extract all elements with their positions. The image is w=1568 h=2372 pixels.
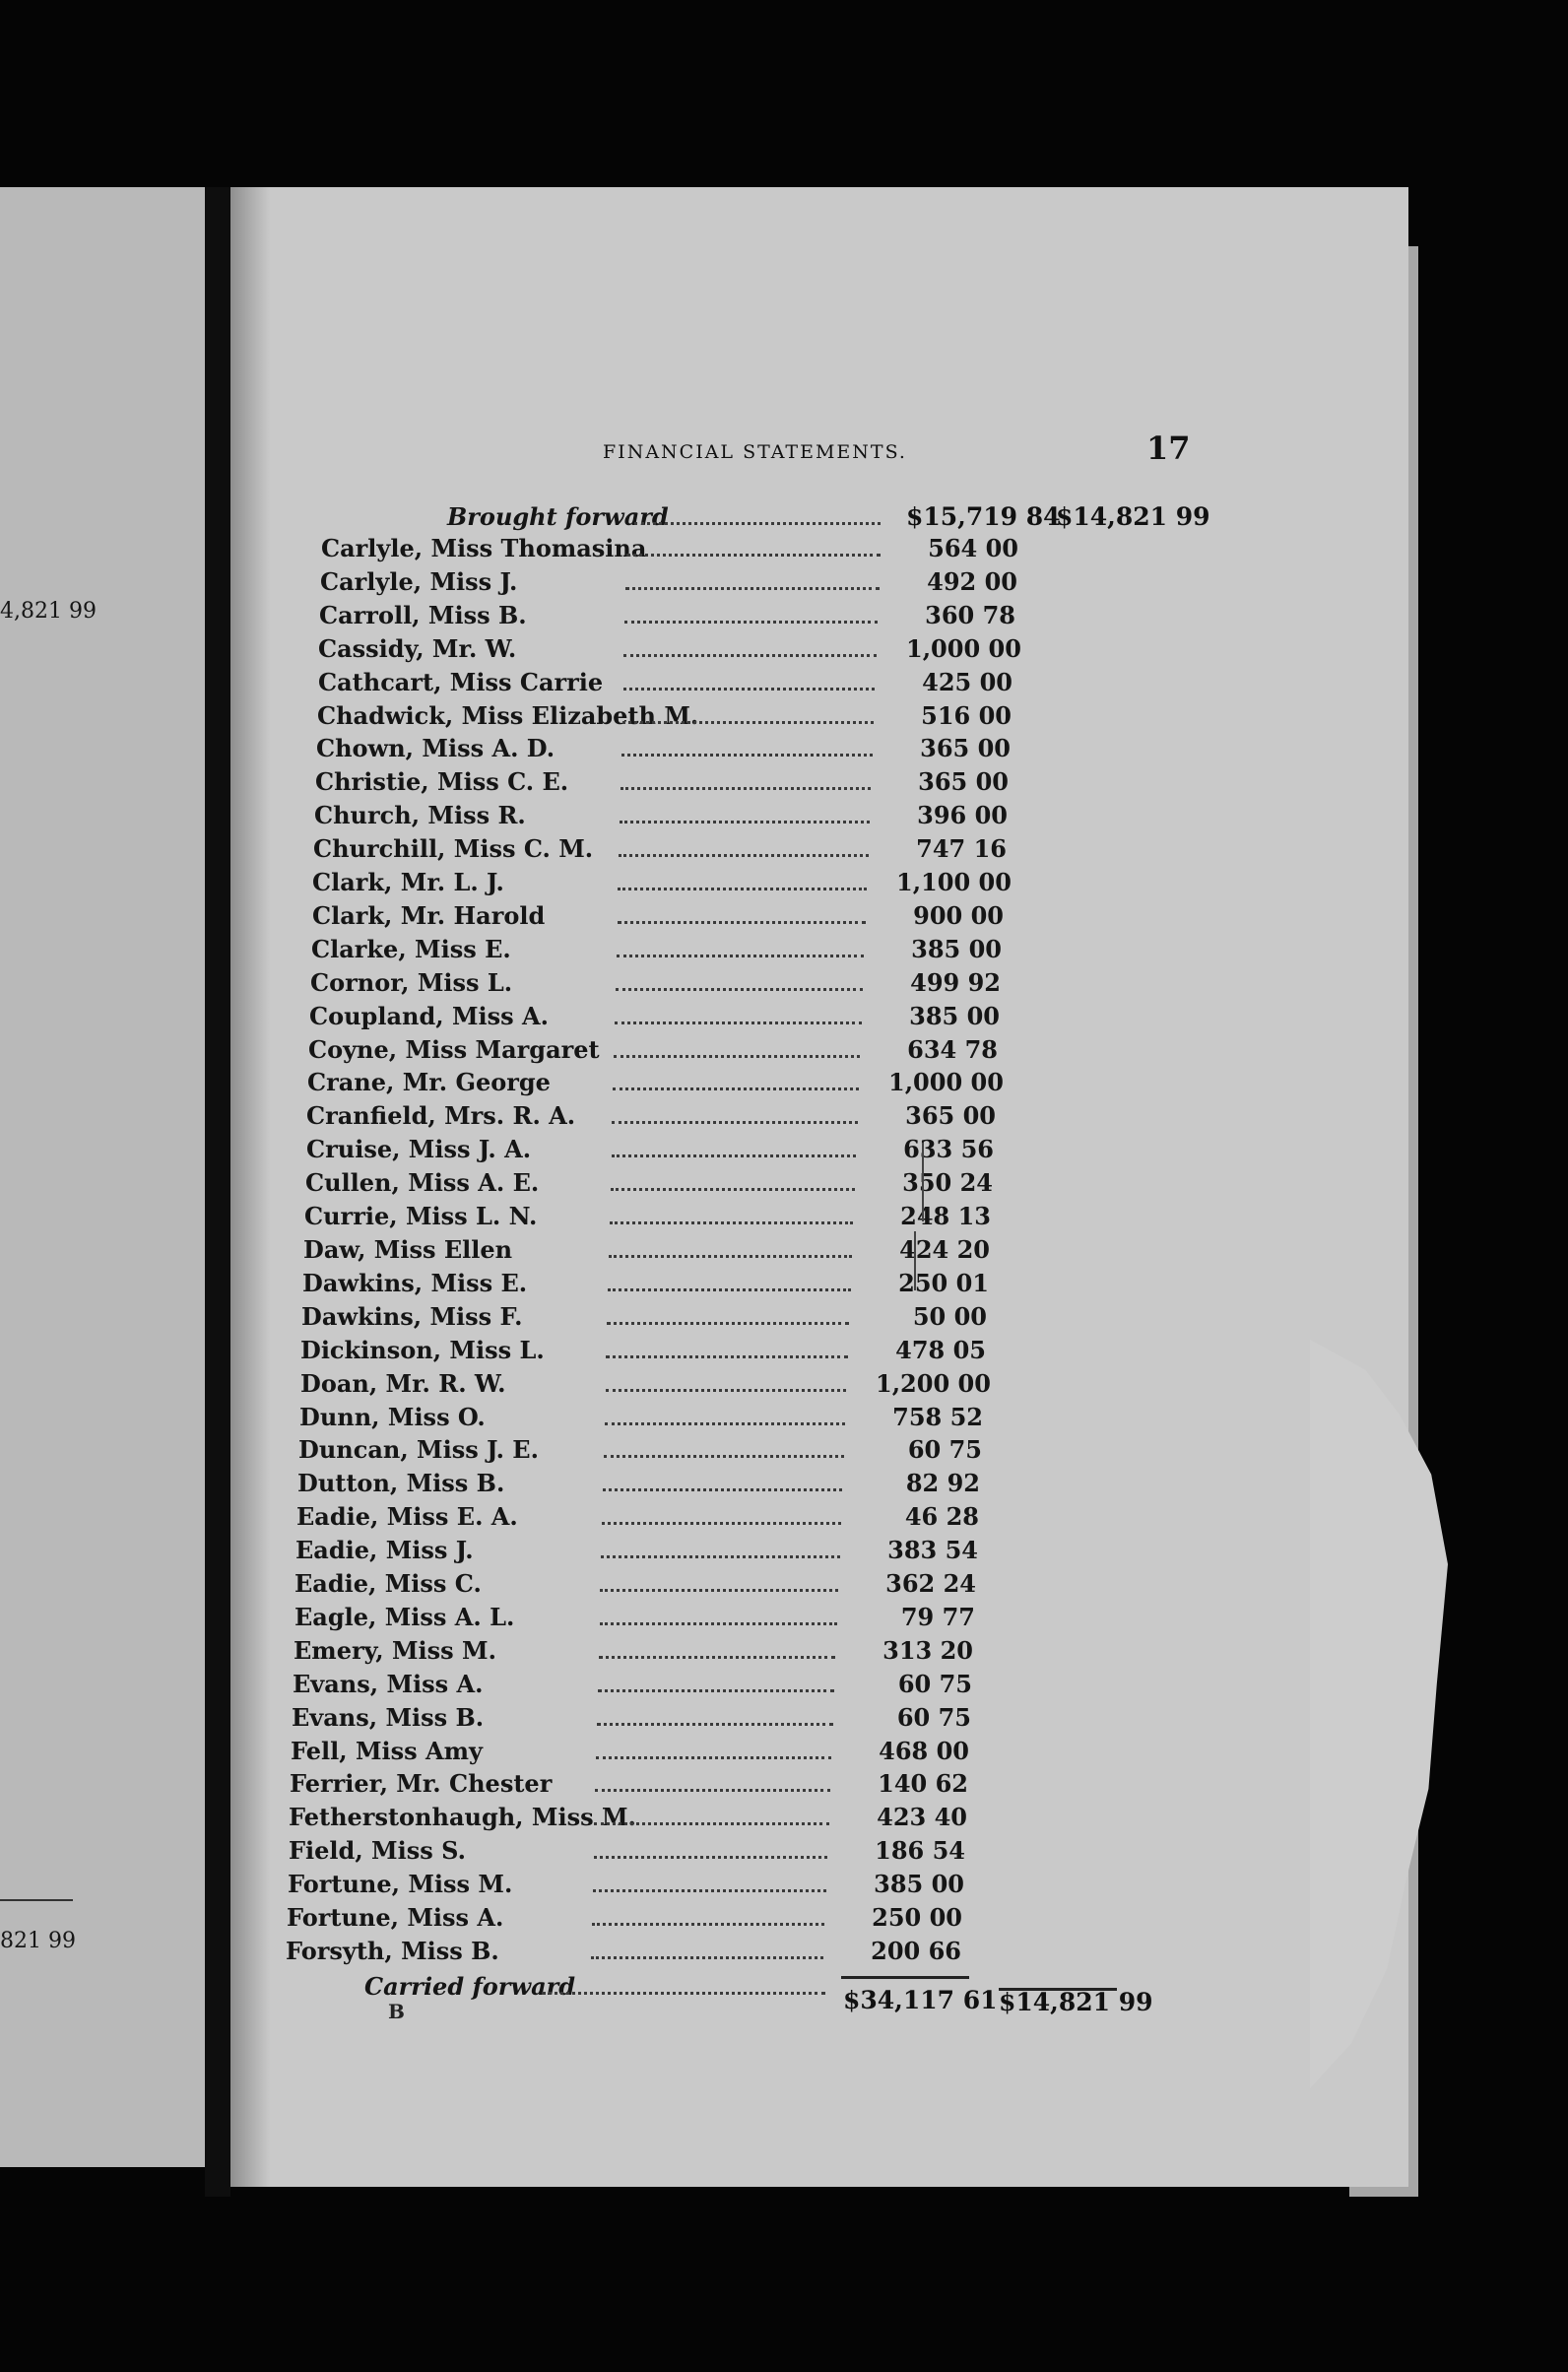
dot-leader bbox=[599, 1656, 835, 1659]
pencil-mark bbox=[922, 1143, 924, 1221]
dot-leader bbox=[606, 1355, 848, 1358]
entry-name: Clark, Mr. L. J. bbox=[312, 868, 504, 896]
dot-leader bbox=[608, 1288, 851, 1291]
dot-leader bbox=[598, 1689, 834, 1692]
carried-forward-amount: $34,117 61 bbox=[843, 1986, 998, 2014]
entry-amount: 186 54 bbox=[875, 1836, 965, 1865]
torn-page-edge bbox=[1310, 1340, 1448, 2088]
dot-leader bbox=[611, 1188, 855, 1191]
entry-name: Coyne, Miss Margaret bbox=[308, 1035, 600, 1064]
dot-leader bbox=[604, 1455, 844, 1458]
dot-leader bbox=[609, 1255, 852, 1258]
entry-amount: 60 75 bbox=[907, 1435, 982, 1464]
entry-name: Clark, Mr. Harold bbox=[312, 901, 546, 930]
ledger-row bbox=[230, 868, 1408, 901]
ledger-row bbox=[230, 1703, 1408, 1737]
entry-name: Crane, Mr. George bbox=[307, 1068, 551, 1096]
dot-leader bbox=[593, 1889, 826, 1892]
ledger-row bbox=[230, 1737, 1408, 1770]
ledger-row bbox=[230, 1937, 1408, 1970]
entry-name: Field, Miss S. bbox=[289, 1836, 466, 1865]
entry-amount: 140 62 bbox=[878, 1769, 968, 1798]
entry-amount: 1,100 00 bbox=[896, 868, 1012, 896]
entry-name: Cullen, Miss A. E. bbox=[305, 1168, 540, 1197]
dot-leader bbox=[600, 1622, 837, 1625]
entry-amount: 564 00 bbox=[928, 534, 1018, 562]
ledger-row bbox=[230, 1469, 1408, 1502]
ledger-row bbox=[230, 668, 1408, 701]
entry-name: Evans, Miss B. bbox=[292, 1703, 485, 1732]
entry-amount: 360 78 bbox=[925, 601, 1015, 629]
brought-forward-row bbox=[230, 502, 1408, 536]
carried-forward-label: Carried forward bbox=[364, 1972, 576, 2001]
entry-amount: 1,000 00 bbox=[888, 1068, 1004, 1096]
entry-amount: 516 00 bbox=[921, 701, 1012, 730]
dot-leader bbox=[602, 1522, 841, 1525]
entry-amount: 492 00 bbox=[927, 567, 1017, 596]
entry-name: Dickinson, Miss L. bbox=[300, 1336, 545, 1364]
entry-name: Eagle, Miss A. L. bbox=[294, 1603, 515, 1631]
entry-name: Carroll, Miss B. bbox=[319, 601, 527, 629]
dot-leader bbox=[607, 1322, 849, 1325]
dot-leader bbox=[620, 821, 870, 824]
ledger-row bbox=[230, 734, 1408, 767]
signature-mark: B bbox=[388, 2000, 405, 2023]
entry-amount: 396 00 bbox=[917, 801, 1008, 829]
dot-leader bbox=[614, 1055, 860, 1058]
dot-leader bbox=[621, 754, 873, 757]
brought-forward-label: Brought forward bbox=[447, 502, 669, 531]
entry-amount: 60 75 bbox=[896, 1703, 971, 1732]
ledger-row bbox=[230, 1569, 1408, 1603]
ledger-row bbox=[230, 901, 1408, 935]
entry-amount: 478 05 bbox=[895, 1336, 986, 1364]
ledger-row bbox=[230, 1002, 1408, 1035]
entry-name: Clarke, Miss E. bbox=[311, 935, 511, 963]
dot-leader bbox=[612, 1121, 858, 1124]
ledger-row bbox=[230, 1035, 1408, 1069]
entry-name: Cruise, Miss J. A. bbox=[306, 1135, 532, 1163]
dot-leader bbox=[591, 1956, 823, 1959]
dot-leader bbox=[606, 1389, 846, 1392]
dot-leader bbox=[624, 621, 878, 624]
facing-page-top-amount: 4,821 99 bbox=[0, 599, 97, 624]
entry-amount: 250 01 bbox=[898, 1269, 989, 1297]
entry-name: Fortune, Miss A. bbox=[287, 1903, 504, 1932]
ledger-row bbox=[230, 1369, 1408, 1403]
entry-amount: 362 24 bbox=[885, 1569, 976, 1598]
dot-leader bbox=[542, 1992, 825, 1995]
entry-amount: 200 66 bbox=[871, 1937, 961, 1965]
entry-name: Fetherstonhaugh, Miss M. bbox=[289, 1803, 636, 1831]
entry-name: Forsyth, Miss B. bbox=[286, 1937, 499, 1965]
ledger-row bbox=[230, 1168, 1408, 1202]
dot-leader bbox=[618, 921, 866, 924]
running-head: FINANCIAL STATEMENTS. bbox=[603, 441, 907, 463]
pencil-mark bbox=[914, 1231, 916, 1290]
entry-name: Church, Miss R. bbox=[314, 801, 526, 829]
ledger-row bbox=[230, 1670, 1408, 1703]
entry-amount: 385 00 bbox=[874, 1870, 964, 1898]
entry-name: Duncan, Miss J. E. bbox=[298, 1435, 539, 1464]
entry-amount: 46 28 bbox=[904, 1502, 979, 1531]
entry-amount: 1,000 00 bbox=[906, 634, 1021, 663]
entry-amount: 1,200 00 bbox=[876, 1369, 991, 1398]
dot-leader bbox=[623, 654, 877, 657]
dot-leader bbox=[601, 1555, 840, 1558]
dot-leader bbox=[625, 587, 880, 590]
ledger-row bbox=[230, 1536, 1408, 1569]
entry-name: Fell, Miss Amy bbox=[291, 1737, 483, 1765]
entry-name: Eadie, Miss C. bbox=[294, 1569, 482, 1598]
entry-name: Fortune, Miss M. bbox=[288, 1870, 513, 1898]
ledger-row bbox=[230, 1068, 1408, 1101]
entry-name: Chadwick, Miss Elizabeth M. bbox=[317, 701, 699, 730]
ledger-row bbox=[230, 1336, 1408, 1369]
ledger-row bbox=[230, 1903, 1408, 1937]
carried-forward-row bbox=[230, 1972, 1408, 2016]
entry-amount: 424 20 bbox=[899, 1235, 990, 1264]
entry-amount: 365 00 bbox=[905, 1101, 996, 1130]
entry-amount: 425 00 bbox=[922, 668, 1013, 696]
ledger-row bbox=[230, 701, 1408, 735]
ledger-row bbox=[230, 1636, 1408, 1670]
facing-page-bottom-amount: 821 99 bbox=[0, 1929, 76, 1953]
ledger-row bbox=[230, 1135, 1408, 1168]
dot-leader bbox=[594, 1822, 829, 1825]
entry-name: Cassidy, Mr. W. bbox=[318, 634, 517, 663]
ledger-row bbox=[230, 767, 1408, 801]
dot-leader bbox=[597, 1723, 833, 1726]
entry-amount: 350 24 bbox=[902, 1168, 993, 1197]
dot-leader bbox=[595, 1789, 830, 1792]
dot-leader bbox=[626, 554, 881, 557]
ledger-row bbox=[230, 1803, 1408, 1836]
dot-leader bbox=[610, 1221, 853, 1224]
dot-leader bbox=[600, 1589, 838, 1592]
entry-amount: 79 77 bbox=[900, 1603, 975, 1631]
dot-leader bbox=[621, 787, 871, 790]
ledger-row bbox=[230, 1870, 1408, 1903]
dot-leader bbox=[634, 522, 881, 525]
dot-leader bbox=[596, 1756, 831, 1759]
dot-leader bbox=[592, 1923, 824, 1926]
entry-name: Evans, Miss A. bbox=[293, 1670, 484, 1698]
entry-amount: 50 00 bbox=[912, 1302, 987, 1331]
entry-name: Daw, Miss Ellen bbox=[303, 1235, 513, 1264]
entry-amount: 60 75 bbox=[897, 1670, 972, 1698]
dot-leader bbox=[619, 854, 869, 857]
entry-amount: 385 00 bbox=[909, 1002, 1000, 1030]
entry-name: Churchill, Miss C. M. bbox=[313, 834, 594, 863]
entry-name: Coupland, Miss A. bbox=[309, 1002, 549, 1030]
entry-name: Currie, Miss L. N. bbox=[304, 1202, 538, 1230]
ledger-row bbox=[230, 1502, 1408, 1536]
dot-leader bbox=[623, 688, 875, 691]
dot-leader bbox=[594, 1856, 827, 1859]
entry-name: Dawkins, Miss F. bbox=[301, 1302, 523, 1331]
entry-amount: 383 54 bbox=[887, 1536, 978, 1564]
entry-name: Eadie, Miss E. A. bbox=[296, 1502, 518, 1531]
ledger-row bbox=[230, 1302, 1408, 1336]
entry-name: Cranfield, Mrs. R. A. bbox=[306, 1101, 576, 1130]
ledger-row bbox=[230, 1769, 1408, 1803]
entry-name: Dawkins, Miss E. bbox=[302, 1269, 528, 1297]
entry-name: Cathcart, Miss Carrie bbox=[318, 668, 604, 696]
ledger-row bbox=[230, 935, 1408, 968]
entry-amount: 758 52 bbox=[892, 1403, 983, 1431]
entry-amount: 365 00 bbox=[918, 767, 1009, 796]
entry-name: Dunn, Miss O. bbox=[299, 1403, 486, 1431]
ledger-row bbox=[230, 1603, 1408, 1636]
entry-amount: 900 00 bbox=[913, 901, 1004, 930]
entry-name: Cornor, Miss L. bbox=[310, 968, 513, 997]
dot-leader bbox=[622, 721, 874, 724]
dot-leader bbox=[612, 1154, 856, 1157]
entry-name: Carlyle, Miss Thomasina bbox=[321, 534, 647, 562]
entry-amount: 747 16 bbox=[916, 834, 1007, 863]
entry-amount: 499 92 bbox=[910, 968, 1001, 997]
entry-amount: 250 00 bbox=[872, 1903, 962, 1932]
ledger-row bbox=[230, 1101, 1408, 1135]
dot-leader bbox=[615, 1021, 862, 1024]
entry-amount: 313 20 bbox=[882, 1636, 973, 1665]
entry-amount: 248 13 bbox=[900, 1202, 991, 1230]
dot-leader bbox=[616, 988, 863, 991]
ledger-row bbox=[230, 534, 1408, 567]
entry-name: Emery, Miss M. bbox=[294, 1636, 496, 1665]
ledger-row bbox=[230, 1202, 1408, 1235]
dot-leader bbox=[605, 1422, 845, 1425]
entry-amount: 385 00 bbox=[911, 935, 1002, 963]
entry-name: Eadie, Miss J. bbox=[295, 1536, 474, 1564]
entry-name: Christie, Miss C. E. bbox=[315, 767, 569, 796]
entry-amount: 468 00 bbox=[879, 1737, 969, 1765]
dot-leader bbox=[618, 888, 867, 890]
entry-name: Dutton, Miss B. bbox=[297, 1469, 505, 1497]
entry-amount: 634 78 bbox=[907, 1035, 998, 1064]
ledger-row bbox=[230, 1435, 1408, 1469]
ledger-row bbox=[230, 968, 1408, 1002]
entry-amount: 423 40 bbox=[877, 1803, 967, 1831]
ledger-row bbox=[230, 1235, 1408, 1269]
ledger-row bbox=[230, 1269, 1408, 1302]
dot-leader bbox=[617, 955, 864, 957]
ledger-row bbox=[230, 801, 1408, 834]
page-number: 17 bbox=[1146, 429, 1191, 467]
ledger-row bbox=[230, 601, 1408, 634]
brought-forward-amount: $15,719 84 bbox=[906, 502, 1061, 531]
ledger-row bbox=[230, 834, 1408, 868]
dot-leader bbox=[613, 1087, 859, 1090]
entry-name: Doan, Mr. R. W. bbox=[300, 1369, 506, 1398]
entry-name: Chown, Miss A. D. bbox=[316, 734, 555, 762]
ledger-row bbox=[230, 634, 1408, 668]
carried-forward-second-amount: $14,821 99 bbox=[999, 1988, 1153, 2016]
ledger-page bbox=[230, 187, 1408, 2187]
ledger-row bbox=[230, 567, 1408, 601]
book-gutter bbox=[205, 187, 230, 2197]
entry-amount: 82 92 bbox=[905, 1469, 980, 1497]
ledger-row bbox=[230, 1836, 1408, 1870]
dot-leader bbox=[603, 1488, 842, 1491]
ledger-row bbox=[230, 1403, 1408, 1436]
entry-name: Ferrier, Mr. Chester bbox=[290, 1769, 553, 1798]
facing-page-rule bbox=[0, 1899, 73, 1901]
facing-page-fragment bbox=[0, 187, 205, 2167]
entry-amount: 633 56 bbox=[903, 1135, 994, 1163]
entry-amount: 365 00 bbox=[920, 734, 1011, 762]
entry-name: Carlyle, Miss J. bbox=[320, 567, 518, 596]
brought-forward-second-amount: $14,821 99 bbox=[1056, 502, 1210, 531]
